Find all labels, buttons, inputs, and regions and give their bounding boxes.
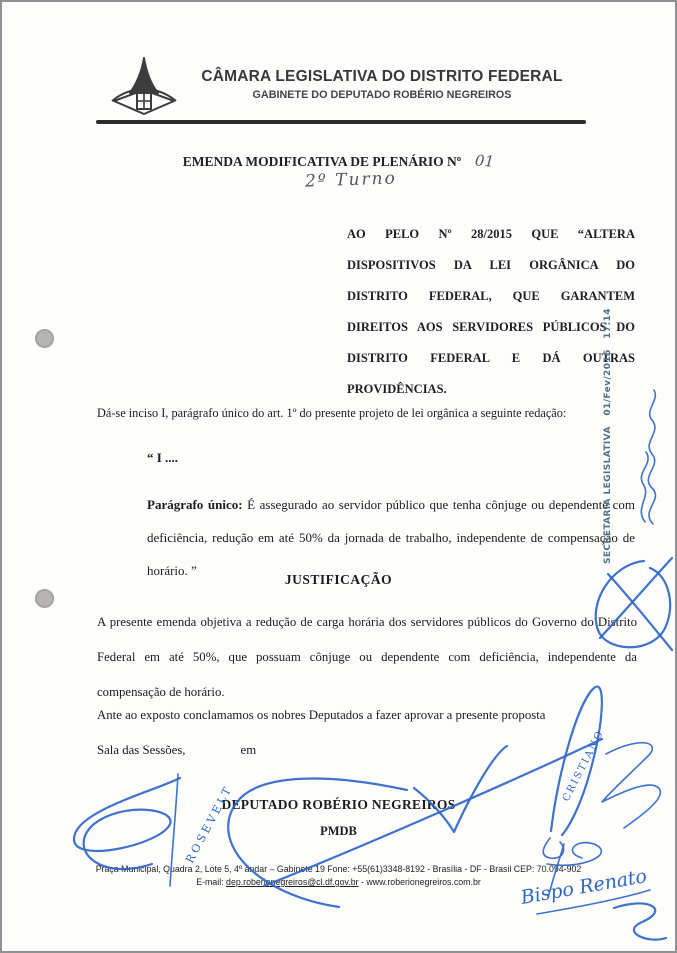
document-header [152,68,612,101]
subject-paragraph: AO PELO Nº 28/2015 QUE “ALTERA DISPOSITIVOS DA LEI ORGÂNICA DO DISTRITO FEDERAL, QUE GARANTEM DIREITOS AOS SERVIDORES PÚBLICOS DO DISTRITO FEDERAL E DÁ OUTRAS PROVIDÊNCIAS. [347,227,635,396]
intro-paragraph: Dá-se inciso I, parágrafo único do art. 1º do presente projeto de lei orgânica a seguinte redação: [97,406,567,420]
justification-heading: JUSTIFICAÇÃO [284,572,393,587]
signature-vertical-note-2 [641,452,648,522]
hole-punch-top [35,329,54,348]
justification-paragraph-1: A presente emenda objetiva a redução de carga horária dos servidores públicos do Governo do Distrito Federal em até 50%, que possuam cônjuge ou dependente com deficiência, independente da compensação de horário. [97,615,637,699]
signature-cristiano-hook [543,838,563,858]
deputy-party: PMDB [320,824,357,838]
signature-center-tail [547,843,601,866]
hole-punch-bottom [35,589,54,608]
signature-rosevelt-text: ROSEVELT [183,782,236,866]
footer-website: www.roberionegreiros.com.br [366,877,481,887]
footer-contacts [42,876,635,889]
justification-paragraph-2: Ante ao exposto conclamamos os nobres Deputados a fazer aprovar a presente proposta [97,708,546,722]
sala-label: Sala das Sessões, [97,743,186,757]
footer-email: dep.roberionegreiros@cl.df.gov.br [226,877,359,887]
paragrafo-unico-label: Parágrafo único: [147,497,243,512]
signature-bispo-scribble [614,903,666,939]
document-title: EMENDA MODIFICATIVA DE PLENÁRIO Nº [182,154,462,169]
signature-cristiano-text: CRISTIANO [560,728,607,804]
document-footer [42,863,635,889]
sala-das-sessoes-line [97,743,256,758]
office-name: GABINETE DO DEPUTADO ROBÉRIO NEGREIROS [252,89,512,101]
footer-address: Praça Municipal, Quadra 2, Lote 5, 4º andar – Gabinete 19 Fone: +55(61)3348-8192 - Brasília - DF - Brasil CEP: 70.094-902 [95,864,582,874]
paragrafo-unico-text: É assegurado ao servidor público que tenha cônjuge ou dependente com deficiência, redução em até 50% da jornada de trabalho, independente de compensação de horário. ” [147,497,636,578]
em-label: em [240,743,257,757]
signature-center-v [414,746,507,832]
signature-cristiano-zigzag [602,743,660,828]
header-divider [96,120,586,124]
handwritten-turn-note: 2º Turno [304,168,398,192]
quote-open-line: “ I .... [147,450,179,465]
handwritten-amendment-number: 01 [474,151,495,171]
org-name: CÂMARA LEGISLATIVA DO DISTRITO FEDERAL [201,68,563,85]
footer-separator: - [358,877,367,887]
secretaria-legislativa-stamp: SECRETARIA LEGISLATIVA 01/Fev/2016 17:14 [603,308,613,564]
title-row [2,152,675,171]
email-prefix: E-mail: [196,877,227,887]
signature-bispo-underline [537,890,650,914]
signature-bispo-text: Bispo Renato [519,865,649,909]
deputy-name: DEPUTADO ROBÉRIO NEGREIROS [221,797,456,812]
signature-vertical-note [648,390,655,524]
